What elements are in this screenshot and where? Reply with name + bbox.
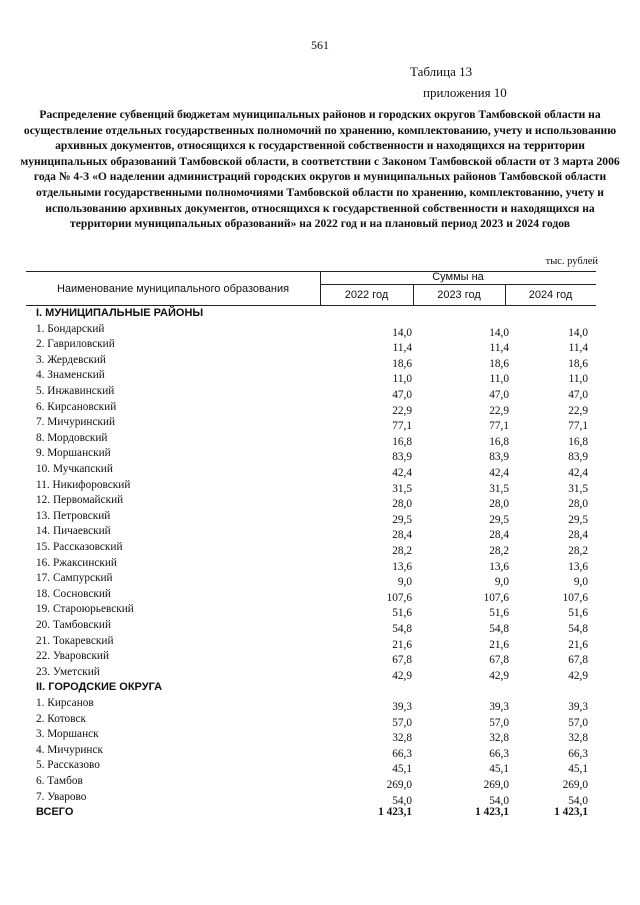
value-2024: 11,0: [568, 373, 588, 386]
value-2022: 16,8: [392, 435, 412, 448]
header-year-2022: 2022 год: [344, 289, 389, 301]
value-2024: 42,9: [568, 669, 588, 682]
value-2022: 77,1: [392, 420, 412, 433]
value-2023: 18,6: [489, 357, 509, 370]
table-row: [26, 322, 596, 337]
value-2022: 107,6: [386, 591, 412, 604]
table-row: [26, 353, 596, 368]
value-2023: 67,8: [489, 654, 509, 667]
municipality-name: ВСЕГО: [36, 806, 74, 819]
value-2022: 28,4: [392, 529, 412, 542]
table-row: [26, 758, 596, 776]
value-2022: 269,0: [386, 779, 412, 791]
table-row: [26, 509, 596, 524]
value-2022: 67,8: [392, 654, 412, 667]
value-2024: 29,5: [568, 513, 588, 526]
value-2022: 13,6: [392, 560, 412, 573]
table-row: [26, 727, 596, 745]
table-row: [26, 649, 596, 667]
value-2022: 9,0: [397, 576, 412, 589]
municipality-name: 6. Тамбов: [36, 775, 83, 787]
table-row: [26, 602, 596, 620]
header-name-column: Наименование муниципального образования: [56, 283, 290, 295]
value-2022: 57,0: [392, 716, 412, 729]
value-2024: 28,0: [568, 498, 588, 511]
municipality-name: 7. Уварово: [36, 790, 87, 803]
value-2024: 22,9: [568, 404, 588, 417]
municipality-name: 15. Рассказовский: [36, 541, 123, 553]
section-title: II. ГОРОДСКИЕ ОКРУГА: [36, 681, 163, 694]
value-2022: 39,3: [392, 701, 412, 713]
table-row: [26, 446, 596, 464]
value-2024: 28,4: [568, 529, 588, 542]
table-row: [26, 540, 596, 555]
value-2023: 22,9: [489, 404, 509, 417]
municipality-name: 8. Мордовский: [36, 431, 108, 444]
value-2023: 54,8: [489, 623, 509, 635]
document-title: Распределение субвенций бюджетам муниципальных районов и городских округов Тамбовской области на осуществление отдельных государственных полномочий по хранению, комплектованию, учету и использованию архивных документов, относящихся к государственной собственности и находящихся на территории муниципальных образований Тамбовской области, в соответствии с Законом Тамбовской области от 3 марта 2006 года № 4-З «О наделении администраций городских округов и муниципальных районов Тамбовской области отдельными государственными полномочиями Тамбовской области по хранению, комплектованию, учету и использованию архивных документов, относящихся к государственной собственности и находящихся на территории муниципальных образований» на 2022 год и на плановый период 2023 и 2024 годов: [20, 108, 620, 231]
value-2023: 269,0: [483, 779, 509, 791]
value-2022: 51,6: [392, 607, 412, 620]
value-2023: 16,8: [489, 435, 509, 448]
value-2024: 107,6: [562, 591, 588, 604]
value-2023: 28,4: [489, 529, 509, 542]
table-label: Таблица 13: [410, 64, 473, 79]
municipality-name: 17. Сампурский: [36, 572, 113, 585]
value-2022: 22,9: [392, 404, 412, 417]
municipality-name: 5. Инжавинский: [36, 385, 115, 397]
table-row: [26, 743, 596, 758]
municipality-name: 11. Никифоровский: [36, 478, 131, 491]
value-2024: 269,0: [562, 779, 588, 791]
header-year-2024: 2024 год: [528, 289, 573, 301]
value-2024: 32,8: [568, 732, 588, 745]
municipality-name: 9. Моршанский: [36, 447, 111, 460]
value-2024: 18,6: [568, 357, 588, 370]
value-2024: 1 423,1: [554, 806, 588, 819]
value-2023: 57,0: [489, 716, 509, 729]
municipality-name: 14. Пичаевский: [36, 525, 111, 538]
table-row: [26, 400, 596, 415]
municipality-name: 2. Котовск: [36, 712, 86, 725]
table-row: [26, 618, 596, 633]
value-2022: 21,6: [392, 638, 412, 651]
value-2023: 66,3: [489, 747, 509, 760]
table-row: [26, 462, 596, 477]
municipality-name: 1. Бондарский: [36, 322, 105, 335]
section-header-row: [26, 680, 596, 695]
municipality-name: 7. Мичуринский: [36, 416, 116, 429]
value-2022: 66,3: [392, 747, 412, 760]
value-2023: 11,0: [489, 373, 509, 386]
municipality-name: 10. Мучкапский: [36, 463, 113, 475]
value-2023: 14,0: [489, 326, 509, 339]
value-2022: 29,5: [392, 513, 412, 526]
municipality-name: 5. Рассказово: [36, 759, 100, 772]
value-2022: 54,8: [392, 623, 412, 635]
value-2023: 42,4: [489, 467, 509, 479]
value-2024: 16,8: [568, 435, 588, 448]
table-row: [26, 665, 596, 680]
value-2023: 45,1: [489, 763, 509, 776]
value-2023: 47,0: [489, 389, 509, 401]
value-2024: 57,0: [568, 716, 588, 729]
value-2023: 13,6: [489, 560, 509, 573]
municipality-name: 23. Уметский: [36, 665, 100, 678]
value-2022: 14,0: [392, 326, 412, 339]
table-row: [26, 337, 596, 355]
value-2023: 107,6: [483, 591, 509, 604]
municipality-name: 3. Жердевский: [36, 353, 106, 366]
header-year-2023: 2023 год: [437, 289, 481, 301]
table-row: [26, 712, 596, 727]
value-2023: 42,9: [489, 669, 509, 682]
value-2022: 42,4: [392, 467, 412, 479]
value-2022: 42,9: [392, 669, 412, 682]
table-row: [26, 556, 596, 571]
value-2024: 45,1: [568, 763, 588, 776]
municipality-name: 19. Староюрьевский: [36, 603, 134, 616]
municipality-name: 16. Ржаксинский: [36, 556, 117, 569]
value-2022: 11,0: [392, 373, 412, 386]
value-2024: 13,6: [568, 560, 588, 573]
table-row: [26, 571, 596, 589]
value-2022: 83,9: [392, 451, 412, 464]
table-row: [26, 415, 596, 433]
section-title: I. МУНИЦИПАЛЬНЫЕ РАЙОНЫ: [36, 307, 204, 319]
municipality-name: 22. Уваровский: [36, 650, 110, 663]
value-2023: 32,8: [489, 732, 509, 745]
municipality-name: 4. Знаменский: [36, 369, 105, 382]
table-row: [26, 493, 596, 511]
value-2023: 1 423,1: [475, 806, 509, 819]
table-row: [26, 368, 596, 386]
value-2024: 42,4: [568, 467, 588, 479]
municipality-name: 4. Мичуринск: [36, 743, 103, 756]
table-row: [26, 431, 596, 446]
municipality-name: 12. Первомайский: [36, 494, 124, 507]
value-2023: 83,9: [489, 451, 509, 464]
units-label: тыс. рублей: [545, 256, 598, 267]
table-row: [26, 774, 596, 789]
municipality-name: 13. Петровский: [36, 509, 111, 522]
municipality-name: 1. Кирсанов: [36, 697, 94, 709]
value-2024: 11,4: [568, 342, 588, 355]
municipality-name: 3. Моршанск: [36, 728, 99, 741]
value-2023: 54,0: [489, 794, 509, 807]
page-number: 561: [311, 38, 329, 52]
value-2022: 54,0: [392, 794, 412, 807]
value-2024: 39,3: [568, 701, 588, 713]
value-2023: 31,5: [489, 482, 509, 495]
value-2024: 28,2: [568, 545, 588, 557]
section-header-row: [26, 306, 596, 321]
municipality-name: 20. Тамбовский: [36, 619, 111, 631]
table-row: [26, 790, 596, 805]
value-2024: 9,0: [573, 576, 588, 589]
municipality-name: 2. Гавриловский: [36, 338, 115, 351]
table-row: [26, 524, 596, 542]
value-2023: 29,5: [489, 513, 509, 526]
municipality-name: 18. Сосновский: [36, 587, 111, 600]
value-2022: 31,5: [392, 482, 412, 495]
table-row: [26, 587, 596, 602]
value-2024: 14,0: [568, 326, 588, 339]
appendix-label: приложения 10: [423, 85, 507, 100]
table-row: [26, 696, 596, 711]
municipality-name: 21. Токаревский: [36, 634, 114, 647]
value-2022: 28,0: [392, 498, 412, 511]
value-2023: 11,4: [489, 342, 509, 355]
value-2024: 83,9: [568, 451, 588, 464]
value-2022: 47,0: [392, 389, 412, 401]
value-2024: 47,0: [568, 389, 588, 401]
value-2023: 28,0: [489, 498, 509, 511]
value-2024: 31,5: [568, 482, 588, 495]
table-row: [26, 634, 596, 649]
value-2024: 21,6: [568, 638, 588, 651]
value-2023: 39,3: [489, 701, 509, 713]
value-2022: 32,8: [392, 732, 412, 745]
value-2022: 28,2: [392, 545, 412, 557]
value-2023: 21,6: [489, 638, 509, 651]
table-row: [26, 478, 596, 493]
value-2023: 9,0: [494, 576, 509, 589]
value-2024: 66,3: [568, 747, 588, 760]
value-2022: 45,1: [392, 763, 412, 776]
municipality-name: 6. Кирсановский: [36, 400, 117, 413]
value-2022: 11,4: [392, 342, 412, 355]
value-2024: 67,8: [568, 654, 588, 667]
value-2024: 54,8: [568, 623, 588, 635]
value-2024: 51,6: [568, 607, 588, 620]
value-2023: 51,6: [489, 607, 509, 620]
table-row: [26, 384, 596, 399]
value-2023: 77,1: [489, 420, 509, 433]
value-2022: 1 423,1: [378, 806, 412, 819]
header-sums-label: Суммы на: [432, 271, 484, 283]
total-row: [26, 805, 596, 820]
sums-underline-rule: [320, 284, 596, 285]
value-2024: 54,0: [568, 794, 588, 807]
value-2024: 77,1: [568, 420, 588, 433]
value-2023: 28,2: [489, 545, 509, 557]
value-2022: 18,6: [392, 357, 412, 370]
